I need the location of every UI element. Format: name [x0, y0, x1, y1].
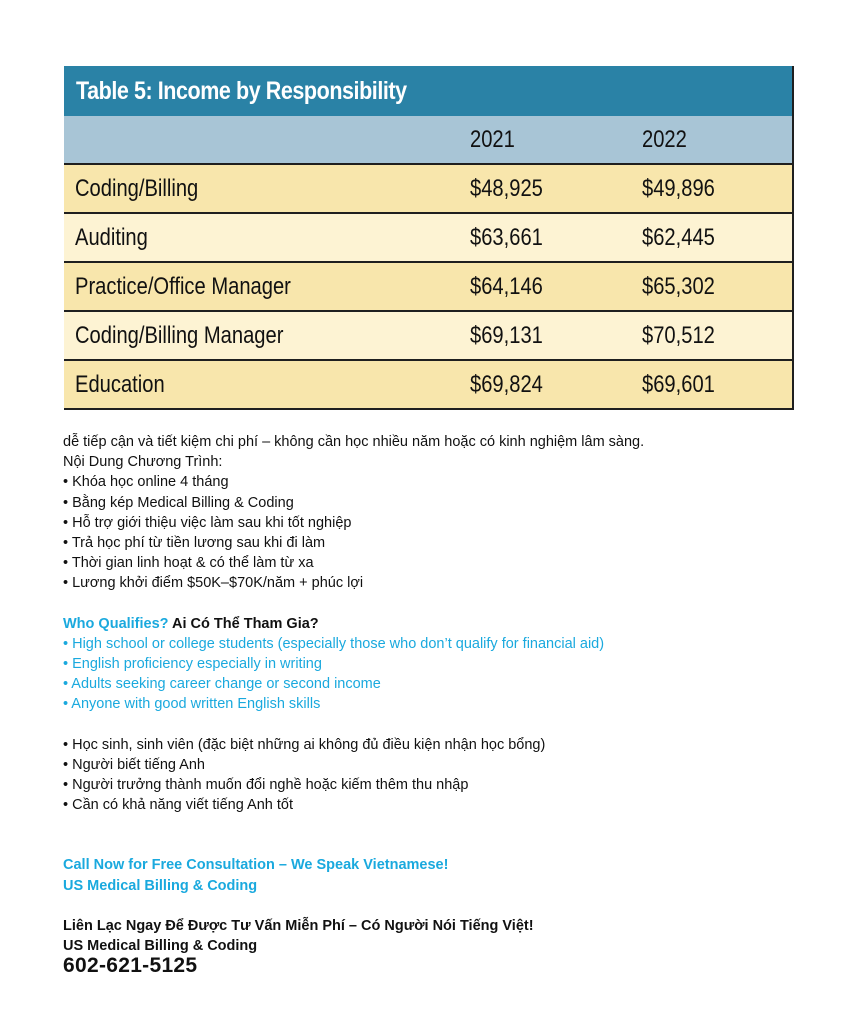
body-text	[63, 432, 823, 976]
row-label: Auditing	[75, 224, 148, 251]
row-label: Practice/Office Manager	[75, 273, 291, 300]
qualify-item-en: • Anyone with good written English skills	[63, 696, 321, 713]
value-2021: $69,131	[470, 322, 543, 349]
value-2021: $63,661	[470, 224, 543, 251]
call-now-en: Call Now for Free Consultation – We Speak Vietnamese!	[63, 857, 449, 874]
program-item: • Thời gian linh hoạt & có thể làm từ xa	[63, 555, 314, 572]
program-item: • Hỗ trợ giới thiệu việc làm sau khi tốt nghiệp	[63, 514, 352, 531]
table-row	[64, 263, 792, 312]
company-name-en: US Medical Billing & Coding	[63, 877, 258, 894]
qualify-item-en: • Adults seeking career change or second income	[63, 676, 381, 693]
table-row	[64, 361, 792, 410]
program-heading: Nội Dung Chương Trình:	[63, 454, 223, 471]
value-2022: $62,445	[642, 224, 715, 251]
qualifies-heading-en: Who Qualifies?	[63, 615, 169, 632]
value-2022: $69,601	[642, 371, 715, 398]
value-2021: $69,824	[470, 371, 543, 398]
qualify-item-vi: • Học sinh, sinh viên (đặc biệt những ai không đủ điều kiện nhận học bổng)	[63, 736, 546, 753]
income-table	[64, 66, 794, 410]
table-row	[64, 312, 792, 361]
qualifies-heading-vi: Ai Có Thể Tham Gia?	[168, 615, 319, 632]
qualify-item-vi: • Người biết tiếng Anh	[63, 756, 205, 773]
header-2021: 2021	[470, 126, 515, 153]
program-item: • Lương khởi điểm $50K–$70K/năm + phúc lợi	[63, 575, 364, 592]
program-item: • Khóa học online 4 tháng	[63, 474, 229, 491]
program-item: • Bằng kép Medical Billing & Coding	[63, 494, 294, 511]
header-2022: 2022	[642, 126, 687, 153]
qualify-item-vi: • Người trưởng thành muốn đổi nghề hoặc kiếm thêm thu nhập	[63, 777, 469, 794]
program-item: • Trả học phí từ tiền lương sau khi đi làm	[63, 535, 326, 552]
row-label: Coding/Billing Manager	[75, 322, 284, 349]
company-name-vi: US Medical Billing & Coding	[63, 938, 258, 955]
value-2022: $70,512	[642, 322, 715, 349]
qualify-item-vi: • Cần có khả năng viết tiếng Anh tốt	[63, 797, 293, 814]
table-title: Table 5: Income by Responsibility	[64, 66, 792, 116]
table-row	[64, 214, 792, 263]
table-header-row	[64, 116, 792, 165]
table-row	[64, 165, 792, 214]
row-label: Education	[75, 371, 165, 398]
value-2021: $48,925	[470, 175, 543, 202]
intro-line: dễ tiếp cận và tiết kiệm chi phí – không cần học nhiều năm hoặc có kinh nghiệm lâm sàng.	[63, 434, 645, 450]
row-label: Coding/Billing	[75, 175, 199, 202]
value-2021: $64,146	[470, 273, 543, 300]
call-now-vi: Liên Lạc Ngay Để Được Tư Vấn Miễn Phí – Có Người Nói Tiếng Việt!	[63, 917, 534, 934]
phone-number[interactable]: 602-621-5125	[63, 954, 198, 978]
qualify-item-en: • High school or college students (especially those who don’t qualify for financial aid)	[63, 635, 605, 652]
qualify-item-en: • English proficiency especially in writing	[63, 656, 322, 673]
qualifies-heading	[63, 614, 823, 634]
value-2022: $49,896	[642, 175, 715, 202]
value-2022: $65,302	[642, 273, 715, 300]
